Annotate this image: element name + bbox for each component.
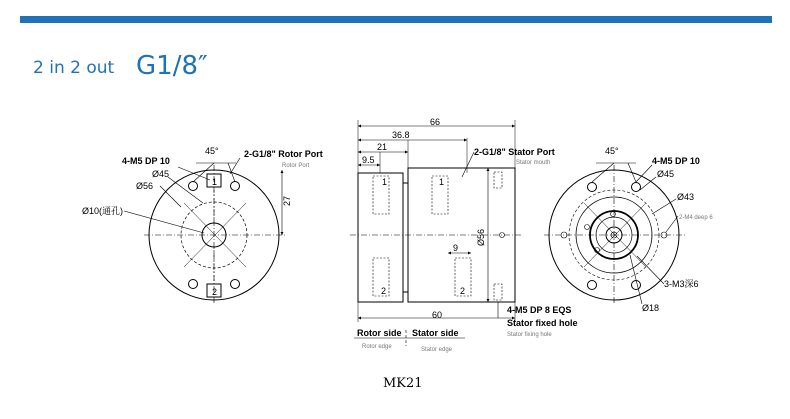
right-screw-spec: 3-M3深6 [664,279,699,289]
dim-36-8: 36.8 [392,130,410,140]
stator-port-sub: Stator mouth [516,160,551,166]
left-port-2-label: 2 [212,287,218,297]
left-bolt-spec: 4-M5 DP 10 [122,156,170,166]
thread-size-title: G1/8″ [136,51,208,81]
rotor-side-label: Rotor side [357,328,402,338]
stator-hole-spec: 4-M5 DP 8 EQS [507,305,572,315]
stator-hole-label: Stator fixed hole [507,318,578,328]
left-port-1-label: 1 [212,177,218,187]
dim-21: 21 [377,142,388,152]
right-angle-label: 45° [605,146,619,156]
left-pcd-outer: Ø56 [136,181,154,191]
dim-diameter: Ø56 [476,228,486,246]
rotor-body [358,173,403,302]
dim-body-length: 60 [432,310,443,320]
left-bolt-hole [231,182,240,191]
left-bolt-hole [189,182,198,191]
left-pcd-inner: Ø45 [152,169,170,179]
dim-spacing: 9 [453,243,459,253]
right-center-dim: Ø18 [642,303,660,313]
rotor-side-sub: Rotor edge [362,344,392,350]
right-bolt-hole [632,281,641,290]
side-port-2a: 2 [381,286,387,296]
side-port-1b: 1 [439,177,445,187]
dim-9-5: 9.5 [362,155,375,165]
right-tap-spec: 2-M4 deep 6 [679,215,713,221]
stator-side-label: Stator side [412,328,459,338]
right-ring: Ø43 [677,192,695,202]
right-bolt-hole [588,281,597,290]
left-bolt-hole [189,280,198,289]
right-bolt-spec: 4-M5 DP 10 [652,156,700,166]
side-port-1a: 1 [382,177,388,187]
left-rotor-port-sub: Rotor Port [282,163,310,169]
left-bore: Ø10(通孔) [82,206,124,216]
stator-hole-sub: Stator fixing hole [507,332,552,338]
stator-side-sub: Stator edge [421,347,453,353]
left-bolt-hole [231,280,240,289]
model-label: MK21 [383,376,423,391]
left-angle-label: 45° [205,146,219,156]
right-pcd: Ø45 [657,169,675,179]
left-rotor-port-label: 2-G1/8" Rotor Port [244,149,323,159]
right-bolt-hole [632,183,641,192]
right-bolt-hole [588,183,597,192]
stator-port-label: 2-G1/8" Stator Port [474,147,555,157]
left-offset-dim: 27 [282,195,292,206]
side-port-2b: 2 [460,286,466,296]
dim-overall-length: 66 [430,117,441,127]
subtitle: 2 in 2 out [33,58,115,78]
